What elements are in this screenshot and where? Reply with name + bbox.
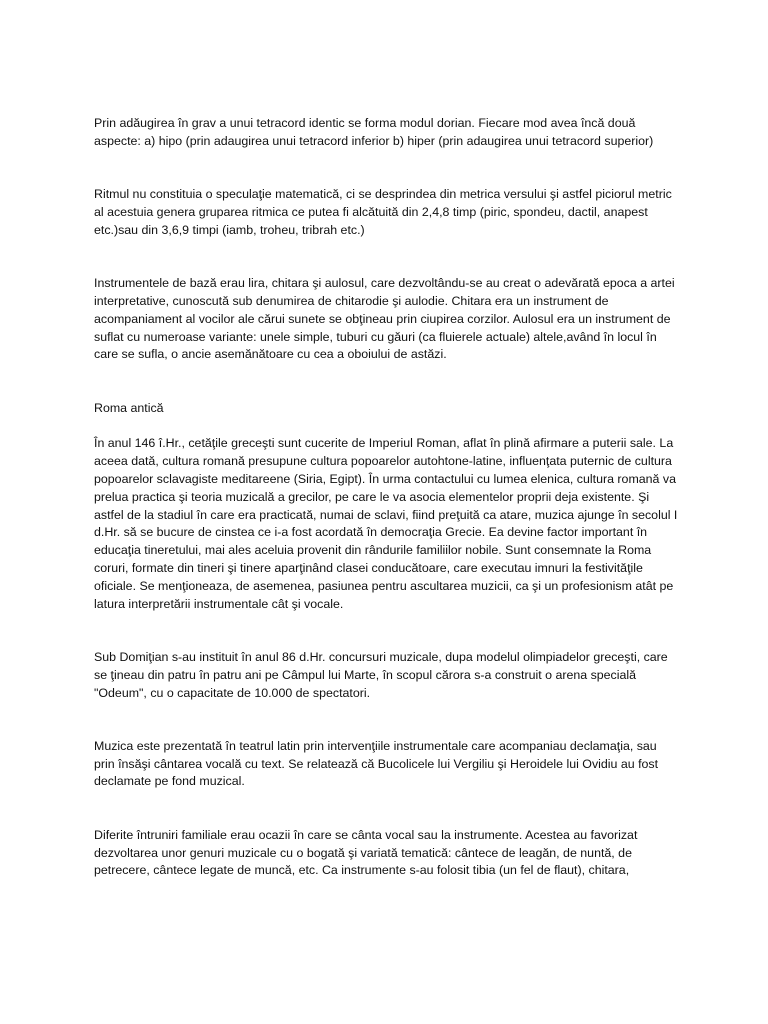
paragraph-rhythm: Ritmul nu constituia o speculaţie matematică, ci se desprindea din metrica versului şi astfel piciorul metric al acestuia genera gruparea ritmica ce putea fi alcătuită din 2,4,8 timp (piric, spondeu, dactil, anapest etc.)sau din 3,6,9 timpi (iamb, troheu, tribrah etc.) (94, 187, 672, 237)
paragraph-instruments: Instrumentele de bază erau lira, chitara şi aulosul, care dezvoltându-se au creat o adevărată epoca a artei interpretative, cunoscută sub denumirea de chitarodie şi aulodie. Chitara era un instrument de acompaniament al vocilor ale cărui sunete se obţineau prin ciupirea corzilor. Aulosul era un instrument de suflat cu numeroase variante: unele simple, tuburi cu găuri (ca fluierele actuale) altele,având în locul în care se sufla, o ancie asemănătoare cu cea a oboiului de astăzi. (94, 276, 675, 362)
paragraph-roman-culture: În anul 146 î.Hr., cetăţile greceşti sunt cucerite de Imperiul Roman, aflat în plină afirmare a puterii sale. La aceea dată, cultura romană presupune cultura popoarelor autohtone-latine, influenţata puternic de cultura popoarelor sclavagiste meditareene (Siria, Egipt). În urma contactului cu lumea elenica, cultura romană va prelua practica şi teoria muzicală a grecilor, pe care le va asocia elementelor proprii deja existente. Şi astfel de la stadiul în care era practicată, numai de sclavi, fiind preţuită ca atare, muzica ajunge în secolul I d.Hr. să se bucure de cinstea ce i-a fost acordată în democraţia Grecie. Ea devine factor important în educaţia tineretului, mai ales aceluia provenit din rândurile familiilor nobile. Sunt consemnate la Roma coruri, formate din tineri şi tinere aparţinând clasei conducătoare, care executau imnuri la festivităţile oficiale. Se menţioneaza, de asemenea, pasiunea pentru ascultarea muzicii, ca şi un profesionism atât pe latura interpretării instrumentale cât şi vocale. (94, 436, 678, 611)
paragraph-latin-theatre: Muzica este prezentată în teatrul latin prin intervenţiile instrumentale care acompaniau declamaţia, sau prin însăşi cântarea vocală cu text. Se relatează că Bucolicele lui Vergiliu şi Heroidele lui Ovidiu au fost declamate pe fond muzical. (94, 738, 659, 789)
section-heading-roma-antica: Roma antică (94, 400, 164, 415)
document-body (94, 115, 680, 880)
paragraph-domitian: Sub Domiţian s-au instituit în anul 86 d.Hr. concursuri muzicale, dupa modelul olimpiadelor greceşti, care se ţineau din patru în patru ani pe Câmpul lui Marte, în scopul cărora s-a construit o arena specială "Odeum", cu o capacitate de 10.000 de spectatori. (94, 649, 668, 700)
paragraph-family-gatherings: Diferite întruniri familiale erau ocazii în care se cânta vocal sau la instrumente. Acestea au favorizat dezvoltarea unor genuri muzicale cu o bogată şi variată tematică: cântece de leagăn, de nuntă, de petrecere, cântece legate de muncă, etc. Ca instrumente s-au folosit tibia (un fel de flaut), chitara, (94, 827, 638, 878)
paragraph-dorian-mode: Prin adăugirea în grav a unui tetracord identic se forma modul dorian. Fiecare mod avea încă două aspecte: a) hipo (prin adaugirea unui tetracord inferior b) hiper (prin adaugirea unui tetracord superior) (94, 116, 654, 148)
